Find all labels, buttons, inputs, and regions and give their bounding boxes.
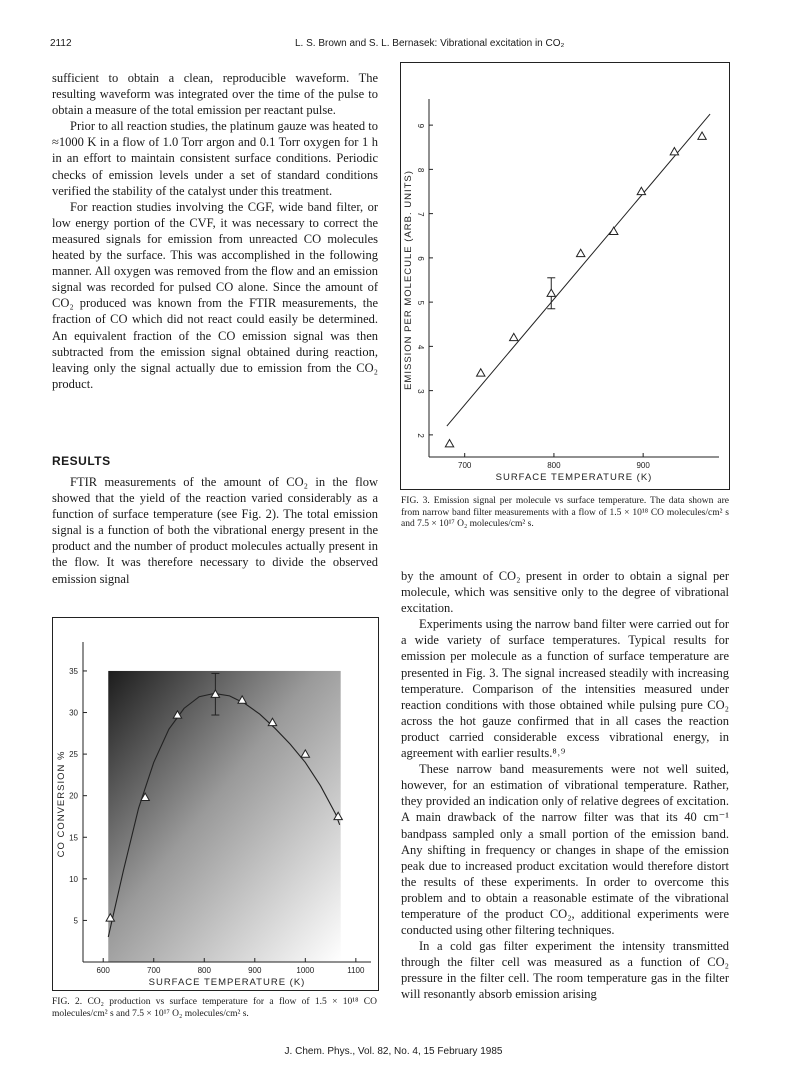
figure-3 [400, 62, 730, 490]
x-tick-label: 1000 [296, 966, 315, 975]
shaded-background [108, 671, 340, 962]
x-tick-label: 700 [147, 966, 161, 975]
paragraph: by the amount of CO₂ present in order to obtain a signal per molecule, which was sensitive only to the degree of vibrational excitation. [401, 569, 729, 616]
paragraph: For reaction studies involving the CGF, wide band filter, or low energy portion of the CVF, it was necessary to correct the measured signals for emission from unreacted CO molecules heated by the surface. This was accomplished in the following manner. All oxygen was removed from the flow and an emission signal was recorded for pulsed CO alone. Since the amount of CO₂ produced was known from the FTIR measurements, the fraction of CO which did not react could easily be determined. An equivalent fraction of the CO emission signal was then subtracted from the emission signal obtained during reaction, leaving only the signal actually due to emission from the CO₂ product. [52, 199, 378, 391]
y-tick-label: 4 [416, 344, 425, 350]
data-point [637, 187, 645, 194]
figure-2-caption: FIG. 2. CO₂ production vs surface temperature for a flow of 1.5 × 10¹⁸ CO molecules/cm² s and 7.5 × 10¹⁷ O₂ molecules/cm² s. [52, 997, 377, 1019]
journal-footer: J. Chem. Phys., Vol. 82, No. 4, 15 February 1985 [284, 1046, 503, 1057]
x-tick-label: 900 [636, 461, 650, 470]
paragraph: These narrow band measurements were not well suited, however, for an estimation of vibrational temperature. Rather, they provided an indication only of relative degrees of excitation. A main drawback of the narrow filter was that its 40 cm⁻¹ bandpass sampled only a small portion of the emission band. Any shifting in frequency or changes in shape of the emission peak due to increased product excitation would therefore distort the results of these experiments. In order to overcome this problem and to obtain a reasonable estimate of the vibrational temperature of the product CO₂, additional experiments were conducted using other filtering techniques. [401, 762, 729, 938]
y-tick-label: 5 [416, 300, 425, 306]
data-point [477, 369, 485, 376]
data-point [576, 249, 584, 256]
x-tick-label: 800 [547, 461, 561, 470]
figure-3-caption: FIG. 3. Emission signal per molecule vs surface temperature. The data shown are from narrow band filter measurements with a flow of 1.5 × 10¹⁸ CO molecules/cm² s and 7.5 × 10¹⁷ O₂ molecules/cm² s. [401, 496, 729, 529]
fig3-chart [401, 63, 729, 489]
y-tick-label: 6 [416, 256, 425, 261]
paragraph: Prior to all reaction studies, the platinum gauze was heated to ≈1000 K in a flow of 1.0 Torr argon and 0.1 Torr oxygen for 1 h in an effort to maintain consistent surface conditions. Periodic checks of emission levels under a set of standard conditions verified the stability of the catalyst under this treatment. [52, 119, 378, 198]
y-tick-label: 9 [416, 123, 425, 129]
y-axis-label: EMISSION PER MOLECULE (ARB. UNITS) [403, 170, 414, 390]
y-tick-label: 30 [69, 708, 78, 718]
x-axis-label: SURFACE TEMPERATURE (K) [495, 472, 653, 483]
x-tick-label: 600 [96, 966, 110, 975]
paragraph: FTIR measurements of the amount of CO₂ in the flow showed that the yield of the reaction varied considerably as a function of surface temperature (see Fig. 2). The total emission signal is a function of both the vibrational energy present in the product and the number of product molecules actually present in the flow. It was therefore necessary to divide the observed emission signal [52, 475, 378, 586]
fig2-chart [53, 618, 378, 990]
results-text [52, 474, 378, 587]
y-axis-label: CO CONVERSION % [56, 750, 67, 858]
figure-2 [52, 617, 379, 991]
y-tick-label: 25 [69, 750, 78, 760]
right-column-text [401, 568, 729, 1003]
data-point [445, 440, 453, 447]
paragraph: In a cold gas filter experiment the intensity transmitted through the filter cell was measured as a function of CO₂ pressure in the filter cell. The room temperature gas in the filter will resonantly absorb emission arising [401, 939, 729, 1002]
page-number: 2112 [50, 38, 72, 49]
x-axis-label: SURFACE TEMPERATURE (K) [148, 977, 306, 988]
data-point [610, 227, 618, 234]
data-point [510, 333, 518, 340]
paragraph: Experiments using the narrow band filter were carried out for a wide variety of surface temperatures. Typical results for emission per molecule as a function of surface temperature are presented in Fig. 3. The signal increased steadily with increasing temperature. Comparison of the intensities measured under reaction conditions with those obtained while pulsing pure CO₂ across the hot gauze confirmed that in all cases the reaction product carried considerable excess vibrational energy, in agreement with earlier results.⁸˒⁹ [401, 617, 729, 761]
y-tick-label: 7 [416, 212, 425, 217]
y-tick-label: 8 [416, 167, 425, 173]
y-tick-label: 10 [69, 874, 78, 884]
x-tick-label: 700 [458, 461, 472, 470]
data-point [547, 289, 555, 296]
running-header [50, 38, 738, 52]
y-tick-label: 2 [416, 433, 425, 438]
left-column-text [52, 70, 378, 392]
section-heading: RESULTS [52, 454, 111, 468]
data-point [698, 132, 706, 139]
y-tick-label: 15 [69, 833, 78, 843]
running-title: L. S. Brown and S. L. Bernasek: Vibrational excitation in CO₂ [295, 38, 565, 49]
fit-line [447, 114, 710, 426]
x-tick-label: 900 [248, 966, 262, 975]
x-tick-label: 800 [197, 966, 211, 975]
y-tick-label: 3 [416, 389, 425, 394]
y-tick-label: 20 [69, 791, 78, 801]
y-tick-label: 35 [69, 666, 78, 676]
paragraph: sufficient to obtain a clean, reproducible waveform. The resulting waveform was integrated over the time of the pulse to obtain a measure of the total emission per reactant pulse. [52, 71, 378, 118]
data-point [670, 147, 678, 154]
y-tick-label: 5 [73, 916, 78, 926]
x-tick-label: 1100 [347, 966, 365, 975]
